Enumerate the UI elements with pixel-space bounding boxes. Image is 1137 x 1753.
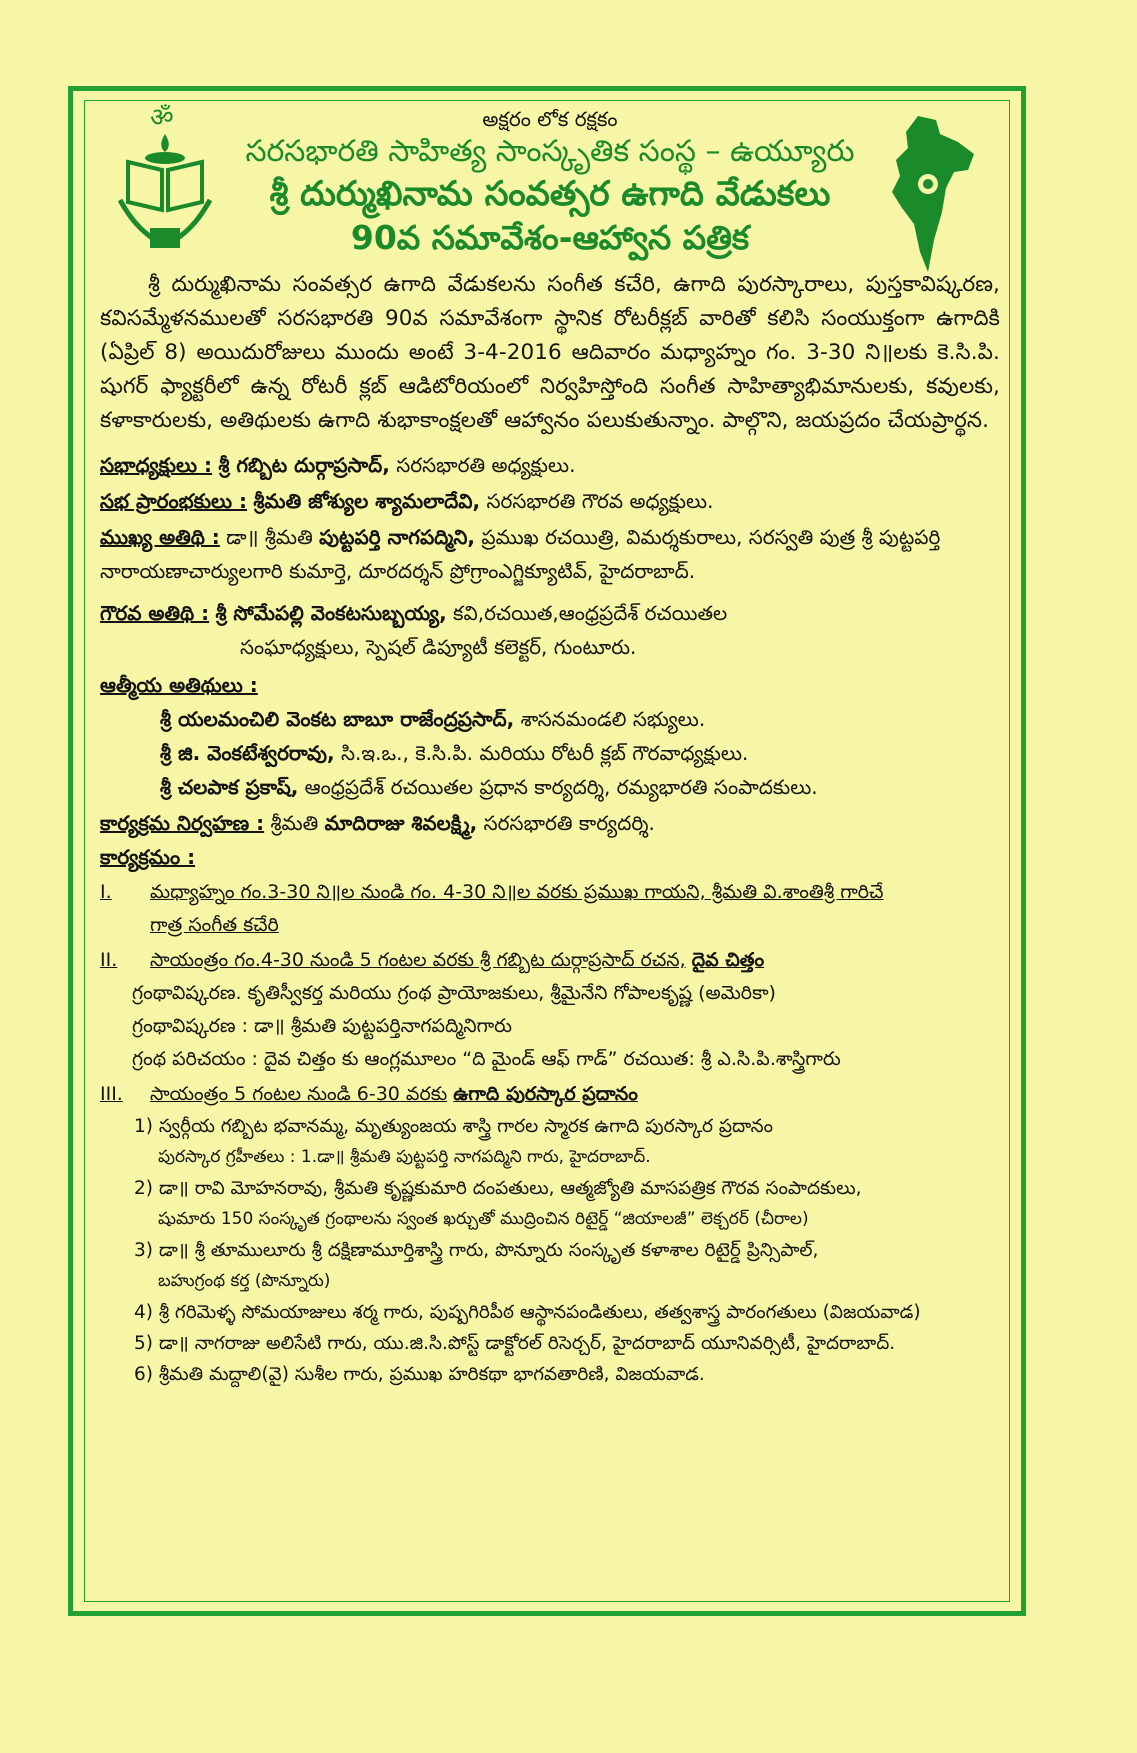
program-item-2 [100,944,1000,1076]
program-text: సాయంత్రం గం.4-30 నుండి 5 గంటల వరకు శ్రీ గబ్బిట దుర్గాప్రసాద్ రచన, [150,949,686,971]
motto: అక్షరం లోక రక్షకం [482,107,618,131]
award-title: ఉగాది పురస్కార ప్రదానం [453,1083,638,1105]
program-text: సాయంత్రం 5 గంటల నుండి 6-30 వరకు [150,1083,448,1105]
guest-desc: శాసనమండలి సభ్యులు. [520,707,706,731]
intro-paragraph: శ్రీ దుర్ముఖినామ సంవత్సర ఉగాది వేడుకలను సంగీత కచేరి, ఉగాది పురస్కారాలు, పుస్తకావిష్కరణ, కవిసమ్మేళనములతో సరసభారతి 90వ సమావేశంగా స్థానిక రోటరీక్లబ్ వారితో కలిసి సంయుక్తంగా ఉగాదికి (ఏప్రిల్ 8) అయిదురోజులు ముందు అంటే 3-4-2016 ఆదివారం మధ్యాహ్నం గం. 3-30 ని॥లకు కె.సి.పి. షుగర్ ఫ్యాక్టరీలో ఉన్న రోటరీ క్లబ్ ఆడిటోరియంలో నిర్వహిస్తోంది సంగీత సాహిత్యాభిమానులకు, కవులకు, కళాకారులకు, అతిథులకు ఉగాది శుభాకాంక్షలతో ఆహ్వానం పలుకుతున్నాం. పాల్గొని, జయప్రదం చేయప్రార్థన. [100,272,1000,433]
honorary-guest-desc: కవి,రచయిత,ఆంధ్రప్రదేశ్ రచయితల [453,601,728,625]
award-line: 4) శ్రీ గరిమెళ్ళ సోమయాజులు శర్మ గారు, పుష్పగిరిపీఠ ఆస్థానపండితులు, తత్వశాస్త్ర పారంగతులు (విజయవాడ) [134,1302,921,1323]
program-heading-row [100,840,1000,874]
honorary-guest-name: శ్రీ సోమేపల్లి వెంకటసుబ్బయ్య, [215,601,447,625]
event-title: శ్రీ దుర్ముఖినామ సంవత్సర ఉగాది వేడుకలు [269,174,831,214]
guest-item [100,770,1000,804]
organization-name: సరసభారతి సాహిత్య సాంస్కృతిక సంస్థ – ఉయ్యూరు [245,134,855,169]
awards-list [100,1111,1000,1390]
inaugurator-name: శ్రీమతి జోశ్యుల శ్యామలాదేవి, [253,489,481,513]
program-line: గ్రంథ పరిచయం : దైవ చిత్తం కు ఆంగ్లమూలం “ది మైండ్ ఆఫ్ గాడ్” రచయిత: శ్రీ ఎ.సి.పి.శాస్త్రిగారు [132,1048,841,1070]
guest-item [100,702,1000,736]
president-label: సభాధ్యక్షులు : [100,453,213,477]
guest-name: శ్రీ చలపాక ప్రకాష్, [160,775,299,799]
award-line: షుమారు 150 సంస్కృత గ్రంథాలను స్వంత ఖర్చుతో ముద్రించిన రిటైర్డ్ “జియాలజీ” లెక్చరర్ (చీరాల) [158,1209,809,1229]
inaugurator-desc: సరసభారతి గౌరవ అధ్యక్షులు. [486,489,714,513]
program-item-1 [100,876,1000,942]
award-line: 3) డా॥ శ్రీ తూములూరు శ్రీ దక్షిణామూర్తిశాస్త్రి గారు, పొన్నూరు సంస్కృత కళాశాల రిటైర్డ్ ప్రిన్సిపాల్, [134,1240,819,1261]
program-label: కార్యక్రమం : [100,845,196,869]
award-line: బహుగ్రంథ కర్త (పొన్నూరు) [158,1271,331,1291]
president-row [100,448,1000,482]
guest-name: శ్రీ యలమంచిలి వెంకట బాబూ రాజేంద్రప్రసాద్, [160,707,515,731]
guest-name: శ్రీ జి. వెంకటేశ్వరరావు, [160,741,335,765]
convenor-prefix: శ్రీమతి [270,811,319,835]
svg-text:ॐ: ॐ [150,103,174,133]
award-line: 6) శ్రీమతి మద్దాలి(వై) సుశీల గారు, ప్రముఖ హరికథా భాగవతారిణి, విజయవాడ. [134,1364,705,1385]
chief-guest-label: ముఖ్య అతిథి : [100,525,220,549]
honorary-guest-label: గౌరవ అతిథి : [100,601,210,625]
program-number: I. [100,881,112,903]
convenor-label: కార్యక్రమ నిర్వహణ : [100,811,265,835]
president-name: శ్రీ గబ్బిట దుర్గాప్రసాద్, [218,453,390,477]
program-item-3 [100,1078,1000,1111]
guests-heading-row [100,668,1000,702]
program-line: గ్రంథావిష్కరణ. కృతిస్వీకర్త మరియు గ్రంథ ప్రాయోజకులు, శ్రీమైనేని గోపాలకృష్ణ (అమెరికా) [132,982,776,1004]
chief-guest-row [100,520,1000,588]
guests-label: ఆత్మీయ అతిథులు : [100,673,258,697]
guest-item [100,736,1000,770]
convenor-row [100,806,1000,840]
award-line: పురస్కార గ్రహీతలు : 1.డా॥ శ్రీమతి పుట్టపర్తి నాగపద్మిని గారు, హైదరాబాద్. [158,1147,651,1167]
inaugurator-label: సభ ప్రారంభకులు : [100,489,248,513]
award-line: 1) స్వర్గీయ గబ్బిట భవానమ్మ, మృత్యుంజయ శాస్త్రి గారల స్మారక ఉగాది పురస్కార ప్రదానం [134,1116,774,1137]
award-line: 2) డా॥ రావి మోహనరావు, శ్రీమతి కృష్ణకుమారి దంపతులు, ఆత్మజ్యోతి మాసపత్రిక గౌరవ సంపాదకులు, [134,1178,862,1199]
convenor-desc: సరసభారతి కార్యదర్శి. [483,811,655,835]
inaugurator-row [100,484,1000,518]
program-number: II. [100,949,118,971]
invitation-content [100,104,1000,1390]
program-number: III. [100,1083,123,1105]
honorary-guest-desc-2: సంఘాధ్యక్షులు, స్పెషల్ డిప్యూటీ కలెక్టర్, గుంటూరు. [240,635,637,659]
guest-desc: సి.ఇ.ఒ., కె.సి.పి. మరియు రోటరీ క్లబ్ గౌరవాధ్యక్షులు. [340,741,749,765]
program-text: మధ్యాహ్నం గం.3-30 ని॥ల నుండి గం. 4-30 ని॥ల వరకు ప్రముఖ గాయని, శ్రీమతి వి.శాంతిశ్రీ గారిచే [150,881,884,903]
chief-guest-desc: ప్రముఖ రచయిత్రి, విమర్శకురాలు, సరస్వతి పుత్ర శ్రీ పుట్టపర్తి నారాయణాచార్యులగారి కుమార్తె, దూరదర్శన్ ప్రోగ్రాంఎగ్జిక్యూటివ్, హైదరాబాద్. [100,525,941,583]
honorary-guest-row [100,596,1000,664]
convenor-name: మాదిరాజు శివలక్ష్మి, [324,811,478,835]
chief-guest-prefix: డా॥ శ్రీమతి [226,525,313,549]
guest-desc: ఆంధ్రప్రదేశ్ రచయితల ప్రధాన కార్యదర్శి, రమ్యభారతి సంపాదకులు. [304,775,818,799]
program-line: గ్రంథావిష్కరణ : డా॥ శ్రీమతి పుట్టపర్తినాగపద్మినిగారు [132,1015,512,1037]
book-title: దైవ చిత్తం [691,949,765,971]
program-text-cont: గాత్ర సంగీత కచేరి [150,914,279,936]
award-line: 5) డా॥ నాగరాజు అలిసేటి గారు, యు.జి.సి.పోస్ట్ డాక్టోరల్ రిసెర్చర్, హైదరాబాద్ యూనివర్సిటీ, హైదరాబాద్. [134,1333,896,1354]
invitation-subtitle: 90వ సమావేశం-ఆహ్వాన పత్రిక [350,218,750,257]
chief-guest-name: పుట్టపర్తి నాగపద్మిని, [319,525,475,549]
president-desc: సరసభారతి అధ్యక్షులు. [396,453,576,477]
